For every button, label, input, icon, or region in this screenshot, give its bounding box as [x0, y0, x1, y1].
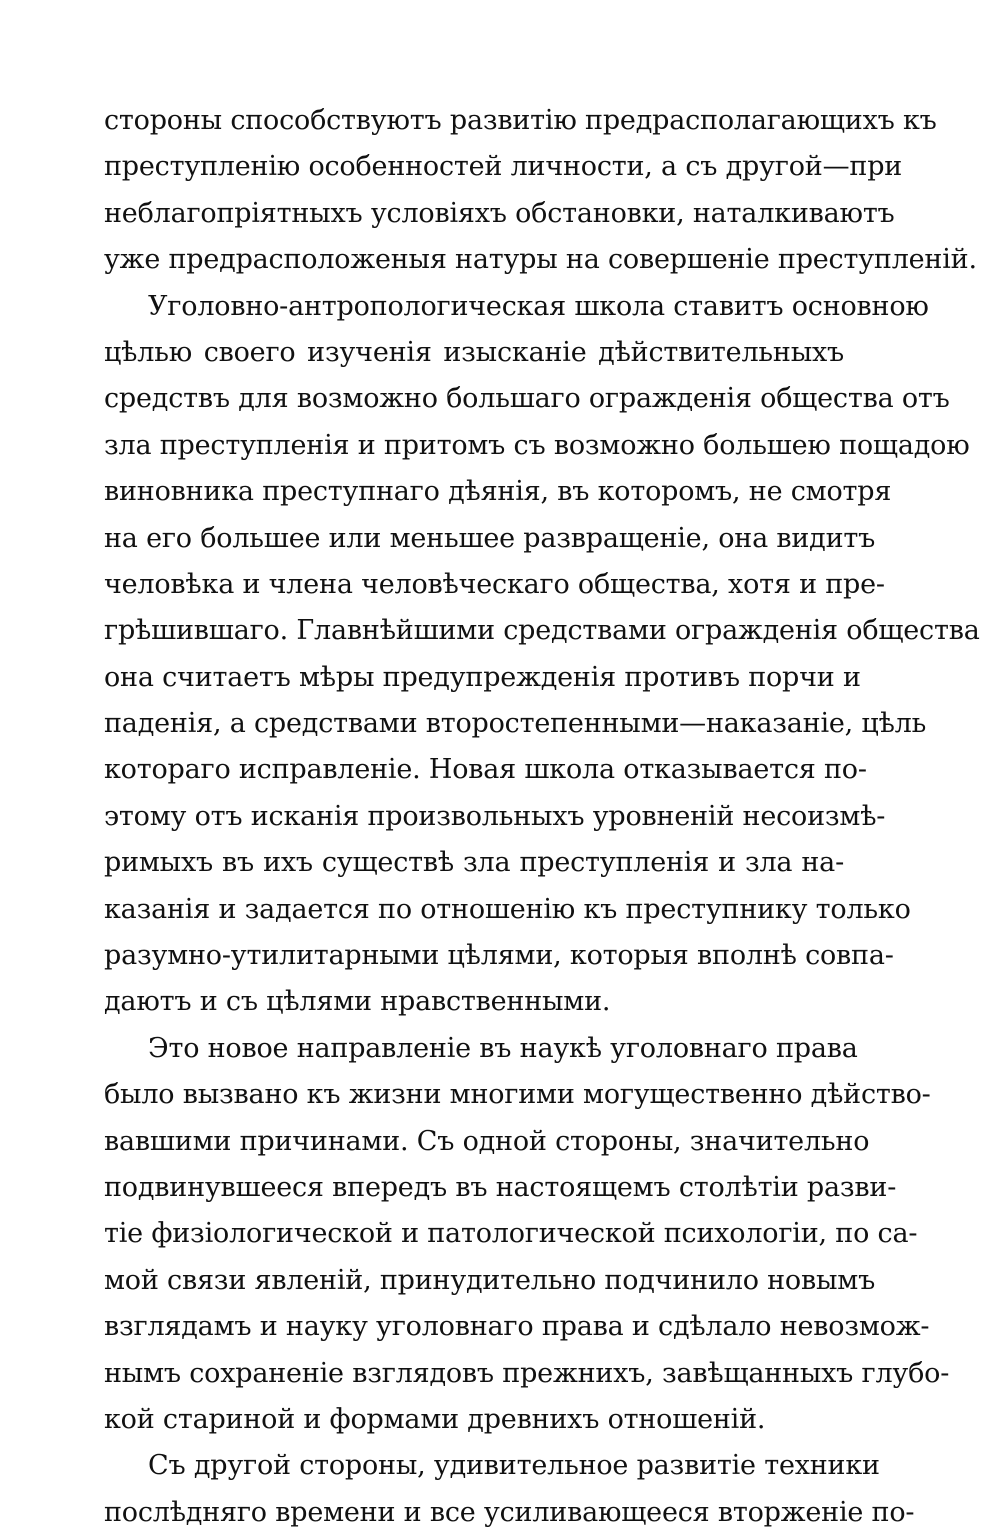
text-line: неблагопріятныхъ условіяхъ обстановки, наталкиваютъ: [104, 197, 895, 229]
text-line: котораго исправленіе. Новая школа отказывается по-: [104, 754, 867, 786]
text-line: Съ другой стороны, удивительное развитіе техники: [148, 1450, 880, 1482]
text-line: человѣка и члена человѣческаго общества, хотя и пре-: [104, 568, 885, 600]
text-line: она считаетъ мѣры предупрежденія противъ порчи и: [104, 661, 861, 693]
text-line: даютъ и съ цѣлями нравственными.: [104, 986, 611, 1018]
text-line: взглядамъ и науку уголовнаго права и сдѣлало невозмож-: [104, 1311, 930, 1343]
text-line: кой стариной и формами древнихъ отношеній.: [104, 1403, 766, 1435]
text-line: цѣлью своего изученія изысканіе дѣйствительныхъ: [104, 336, 844, 368]
text-line: на его большее или меньшее развращеніе, она видитъ: [104, 522, 876, 554]
paragraph: [104, 1443, 915, 1536]
text-line: Это новое направленіе въ наукѣ уголовнаго права: [148, 1032, 858, 1064]
text-line: мой связи явленій, принудительно подчинило новымъ: [104, 1264, 876, 1296]
text-line: этому отъ исканія произвольныхъ уровненій несоизмѣ-: [104, 800, 886, 832]
text-line: было вызвано къ жизни многими могущественно дѣйство-: [104, 1079, 931, 1111]
text-line: зла преступленія и притомъ съ возможно большею пощадою: [104, 429, 970, 461]
text-line: стороны способствуютъ развитію предрасполагающихъ къ: [104, 105, 937, 136]
paragraph: [104, 98, 977, 284]
text-line: подвинувшееся впередъ въ настоящемъ столѣтіи разви-: [104, 1171, 897, 1203]
text-line: виновника преступнаго дѣянія, въ которомъ, не смотря: [104, 476, 892, 508]
text-line: грѣшившаго. Главнѣйшими средствами огражденія общества: [104, 615, 980, 647]
text-line: римыхъ въ ихъ существѣ зла преступленія и зла на-: [104, 847, 844, 879]
body-text: [104, 98, 980, 1536]
text-line: тіе физіологической и патологической психологіи, по са-: [104, 1218, 918, 1250]
text-line: казанія и задается по отношенію къ преступнику только: [104, 893, 911, 925]
text-line: средствъ для возможно большаго огражденія общества отъ: [104, 383, 950, 415]
text-line: разумно-утилитарными цѣлями, которыя вполнѣ совпа-: [104, 940, 894, 972]
text-line: вавшими причинами. Съ одной стороны, значительно: [104, 1125, 870, 1157]
text-line: нымъ сохраненіе взглядовъ прежнихъ, завѣщанныхъ глубо-: [104, 1357, 950, 1389]
text-line: преступленію особенностей личности, а съ другой—при: [104, 151, 903, 183]
text-line: послѣдняго времени и все усиливающееся вторженіе по-: [104, 1496, 915, 1528]
text-line: уже предрасположеныя натуры на совершеніе преступленій.: [104, 244, 977, 276]
paragraph: [104, 284, 980, 1026]
paragraph: [104, 1026, 950, 1444]
text-line: Уголовно-антропологическая школа ставитъ основною: [148, 290, 929, 322]
text-line: паденія, а средствами второстепенными—наказаніе, цѣль: [104, 708, 927, 740]
